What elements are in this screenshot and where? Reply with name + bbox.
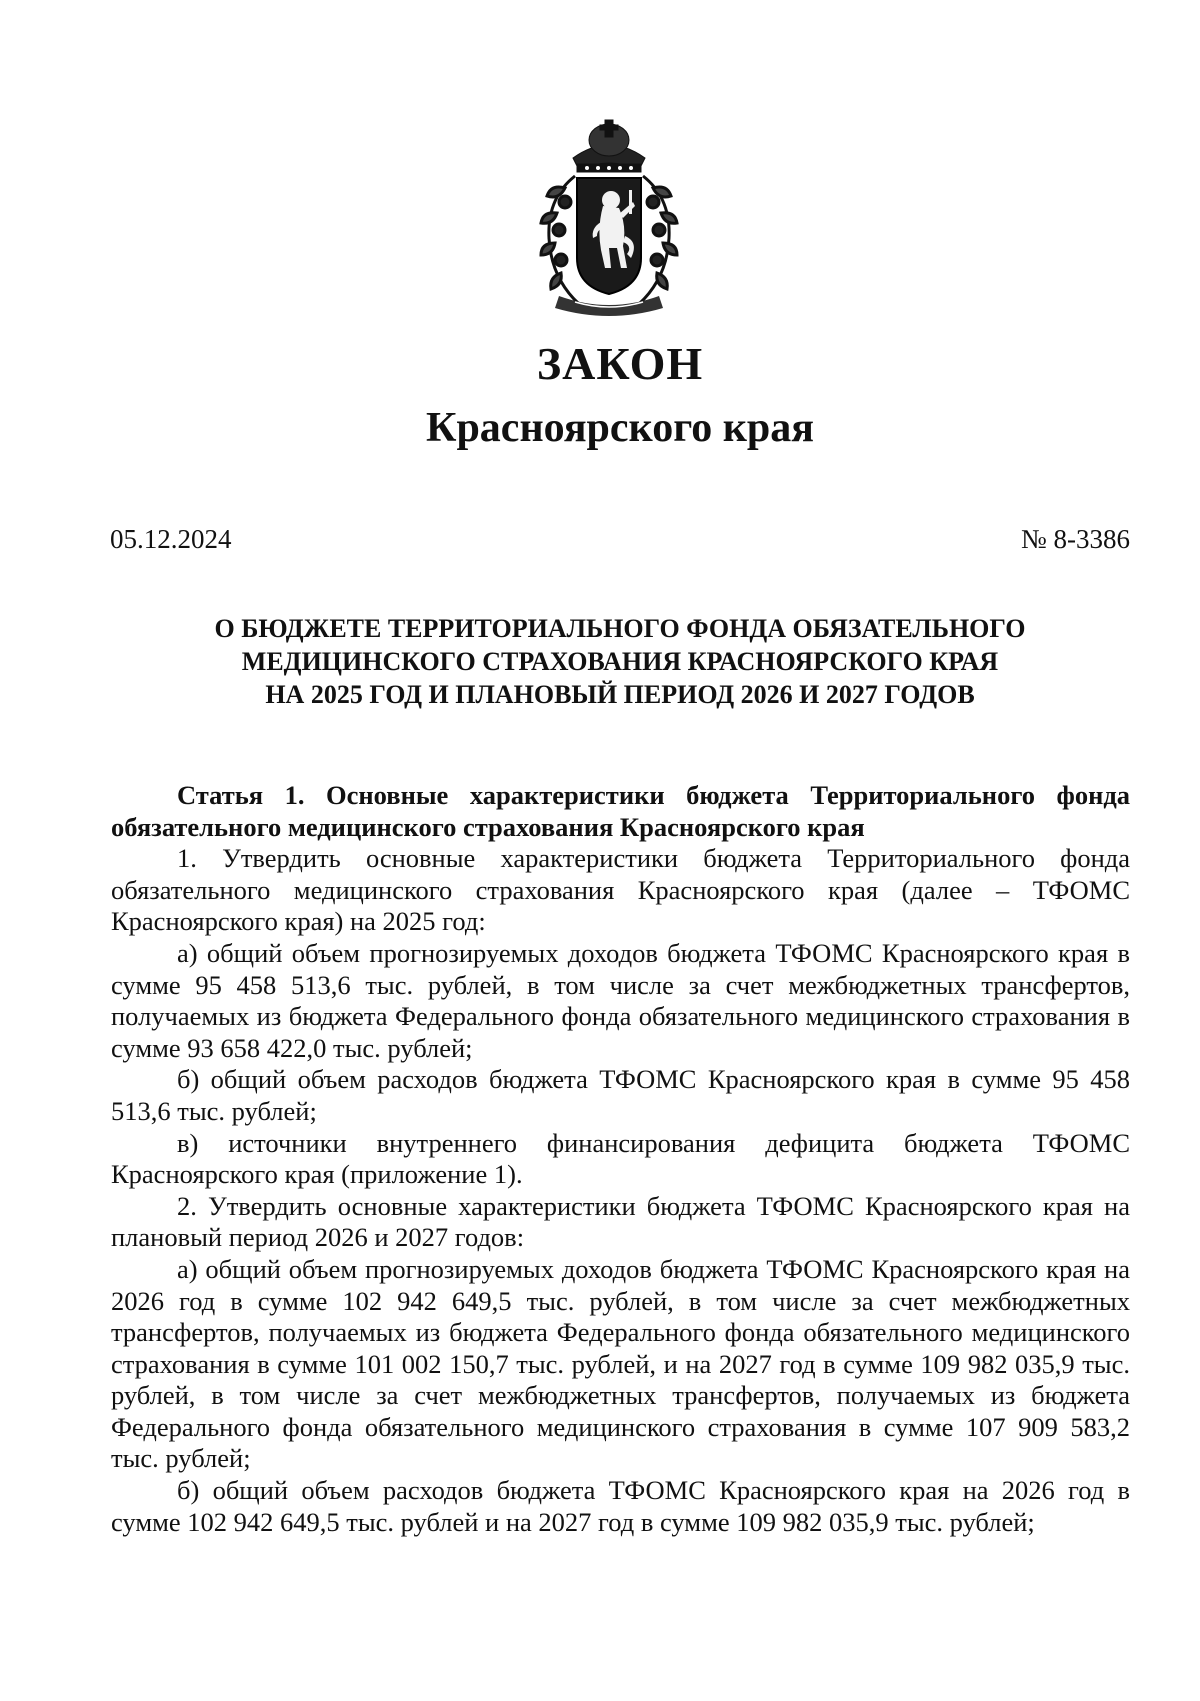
- article-paragraph: в) источники внутреннего финансирования дефицита бюджета ТФОМС Красноярского края (приложение 1).: [111, 1127, 1130, 1190]
- article-paragraph: а) общий объем прогнозируемых доходов бюджета ТФОМС Красноярского края в сумме 95 458 513,6 тыс. рублей, в том числе за счет межбюджетных трансфертов, получаемых из бюджета Федерального фонда обязательного медицинского страхования в сумме 93 658 422,0 тыс. рублей;: [111, 937, 1130, 1063]
- law-date: 05.12.2024: [110, 524, 232, 554]
- document-title-line: НА 2025 ГОД И ПЛАНОВЫЙ ПЕРИОД 2026 И 2027 ГОДОВ: [265, 680, 975, 709]
- document-title-line: О БЮДЖЕТЕ ТЕРРИТОРИАЛЬНОГО ФОНДА ОБЯЗАТЕЛЬНОГО: [214, 614, 1026, 643]
- article-paragraph: а) общий объем прогнозируемых доходов бюджета ТФОМС Красноярского края на 2026 год в сумме 102 942 649,5 тыс. рублей, в том числе за счет межбюджетных трансфертов, получаемых из бюджета Федерального фонда обязательного медицинского страхования в сумме 101 002 150,7 тыс. рублей, и на 2027 год в сумме 109 982 035,9 тыс. рублей, в том числе за счет межбюджетных трансфертов, получаемых из бюджета Федерального фонда обязательного медицинского страхования в сумме 107 909 583,2 тыс. рублей;: [111, 1253, 1130, 1474]
- law-region: Красноярского края: [425, 405, 815, 451]
- law-number: № 8-3386: [1020, 524, 1130, 554]
- article-paragraph: 2. Утвердить основные характеристики бюджета ТФОМС Красноярского края на плановый период 2026 и 2027 годов:: [111, 1190, 1130, 1253]
- article-paragraph: б) общий объем расходов бюджета ТФОМС Красноярского края в сумме 95 458 513,6 тыс. рублей;: [111, 1064, 1130, 1126]
- document-title: [100, 612, 1140, 711]
- law-title: ЗАКОН: [536, 338, 704, 389]
- article-1: [111, 780, 1130, 1538]
- article-paragraph: 1. Утвердить основные характеристики бюджета Территориального фонда обязательного медицинского страхования Красноярского края (далее – ТФОМС Красноярского края) на 2025 год:: [111, 843, 1130, 937]
- article-heading: Статья 1. Основные характеристики бюджета Территориального фонда обязательного медицинского страхования Красноярского края: [111, 780, 1130, 842]
- document-title-line: МЕДИЦИНСКОГО СТРАХОВАНИЯ КРАСНОЯРСКОГО КРАЯ: [241, 647, 999, 676]
- article-paragraph: б) общий объем расходов бюджета ТФОМС Красноярского края на 2026 год в сумме 102 942 649,5 тыс. рублей и на 2027 год в сумме 109 982 035,9 тыс. рублей;: [111, 1475, 1130, 1537]
- krasnoyarsk-krai-coat-of-arms-icon: [535, 118, 683, 318]
